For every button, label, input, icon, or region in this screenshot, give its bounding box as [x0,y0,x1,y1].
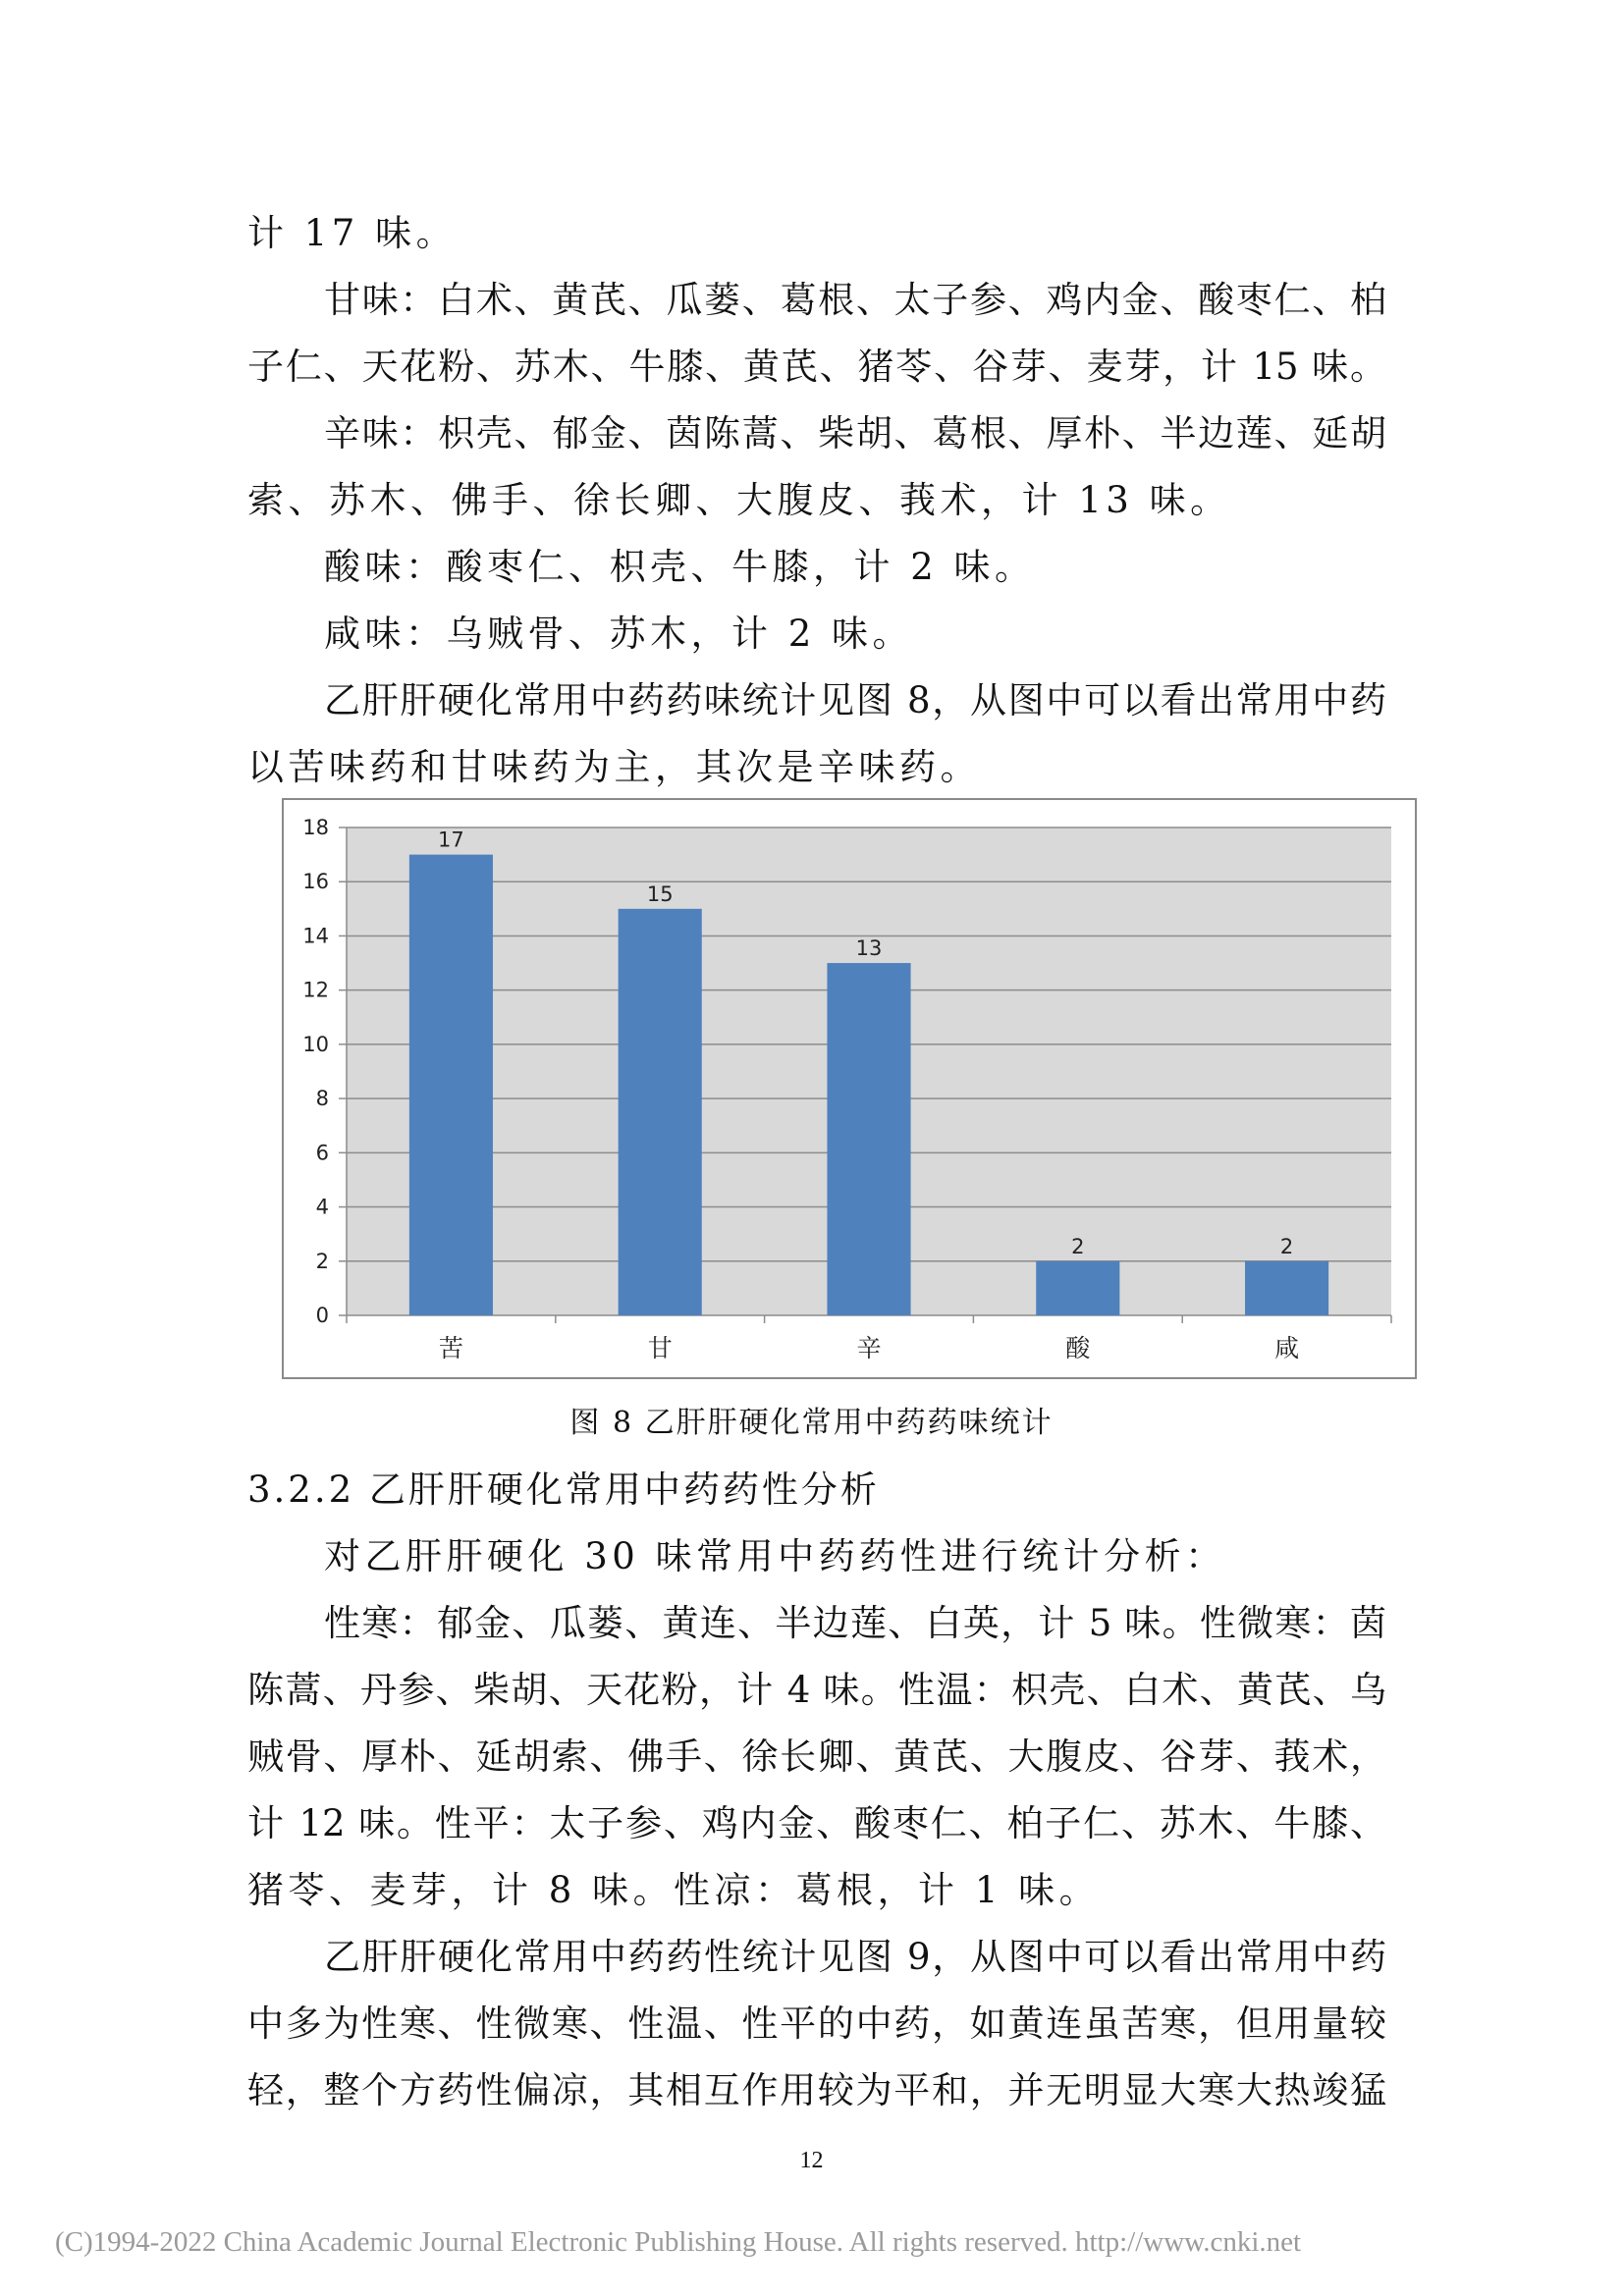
paragraph-line: 索、苏木、佛手、徐长卿、大腹皮、莪术，计 13 味。 [247,479,1231,521]
bar [827,963,910,1315]
y-tick-label: 12 [302,978,329,1002]
paragraph-line: 酸味：酸枣仁、枳壳、牛膝，计 2 味。 [324,546,1036,588]
paragraph-line: 对乙肝肝硬化 30 味常用中药药性进行统计分析： [324,1535,1226,1577]
data-label: 2 [1071,1234,1085,1258]
paragraph-line: 中多为性寒、性微寒、性温、性平的中药，如黄连虽苦寒，但用量较 [247,2002,1386,2045]
y-tick-label: 4 [315,1195,329,1219]
bar [1036,1261,1119,1315]
y-tick-label: 2 [315,1249,329,1273]
bar [619,909,702,1315]
section-heading: 3.2.2 乙肝肝硬化常用中药药性分析 [247,1468,880,1511]
paragraph-line: 计 12 味。性平：太子参、鸡内金、酸枣仁、柏子仁、苏木、牛膝、 [247,1802,1386,1844]
paragraph-line: 计 17 味。 [247,212,458,254]
y-tick-label: 8 [315,1087,329,1111]
copyright-footer: (C)1994-2022 China Academic Journal Electronic Publishing House. All rights reserved. http://www.cnki.net [55,2226,1302,2258]
data-label: 13 [855,936,883,961]
paragraph-line: 猪苓、麦芽，计 8 味。性凉：葛根，计 1 味。 [247,1869,1101,1911]
data-label: 17 [438,828,464,852]
paragraph-line: 乙肝肝硬化常用中药药性统计见图 9，从图中可以看出常用中药 [324,1936,1386,1978]
y-tick-label: 14 [302,924,329,948]
x-category-label: 辛 [856,1334,882,1362]
x-category-label: 甘 [647,1334,673,1362]
figure-8-chart [282,798,1417,1379]
paragraph-line: 性寒：郁金、瓜蒌、黄连、半边莲、白英，计 5 味。性微寒：茵 [324,1602,1386,1644]
y-tick-label: 16 [302,870,329,894]
bar [1245,1261,1328,1315]
page-number: 12 [799,2148,824,2173]
paragraph-line: 乙肝肝硬化常用中药药味统计见图 8，从图中可以看出常用中药 [324,679,1386,721]
y-tick-label: 18 [302,816,329,839]
y-tick-label: 10 [302,1032,329,1056]
x-category-label: 苦 [438,1334,463,1362]
y-tick-label: 0 [315,1304,329,1327]
paragraph-line: 咸味：乌贼骨、苏木，计 2 味。 [324,613,914,655]
bar [409,855,493,1315]
paragraph-line: 子仁、天花粉、苏木、牛膝、黄芪、猪苓、谷芽、麦芽，计 15 味。 [247,346,1386,388]
bar-chart [284,800,1415,1377]
paragraph-line: 陈蒿、丹参、柴胡、天花粉，计 4 味。性温：枳壳、白术、黄芪、乌 [247,1669,1386,1711]
data-label: 2 [1279,1234,1294,1258]
paragraph-line: 甘味：白术、黄芪、瓜蒌、葛根、太子参、鸡内金、酸枣仁、柏 [324,279,1386,321]
paragraph-line: 以苦味药和甘味药为主，其次是辛味药。 [247,746,981,788]
figure-caption: 图 8 乙肝肝硬化常用中药药味统计 [569,1406,1054,1440]
paragraph-line: 贼骨、厚朴、延胡索、佛手、徐长卿、黄芪、大腹皮、谷芽、莪术， [247,1735,1386,1778]
x-category-label: 酸 [1065,1334,1091,1362]
data-label: 15 [646,881,674,906]
y-tick-label: 6 [315,1141,329,1165]
paragraph-line: 辛味：枳壳、郁金、茵陈蒿、柴胡、葛根、厚朴、半边莲、延胡 [324,412,1386,454]
x-category-label: 咸 [1274,1334,1300,1362]
paragraph-line: 轻，整个方药性偏凉，其相互作用较为平和，并无明显大寒大热竣猛 [247,2069,1386,2111]
